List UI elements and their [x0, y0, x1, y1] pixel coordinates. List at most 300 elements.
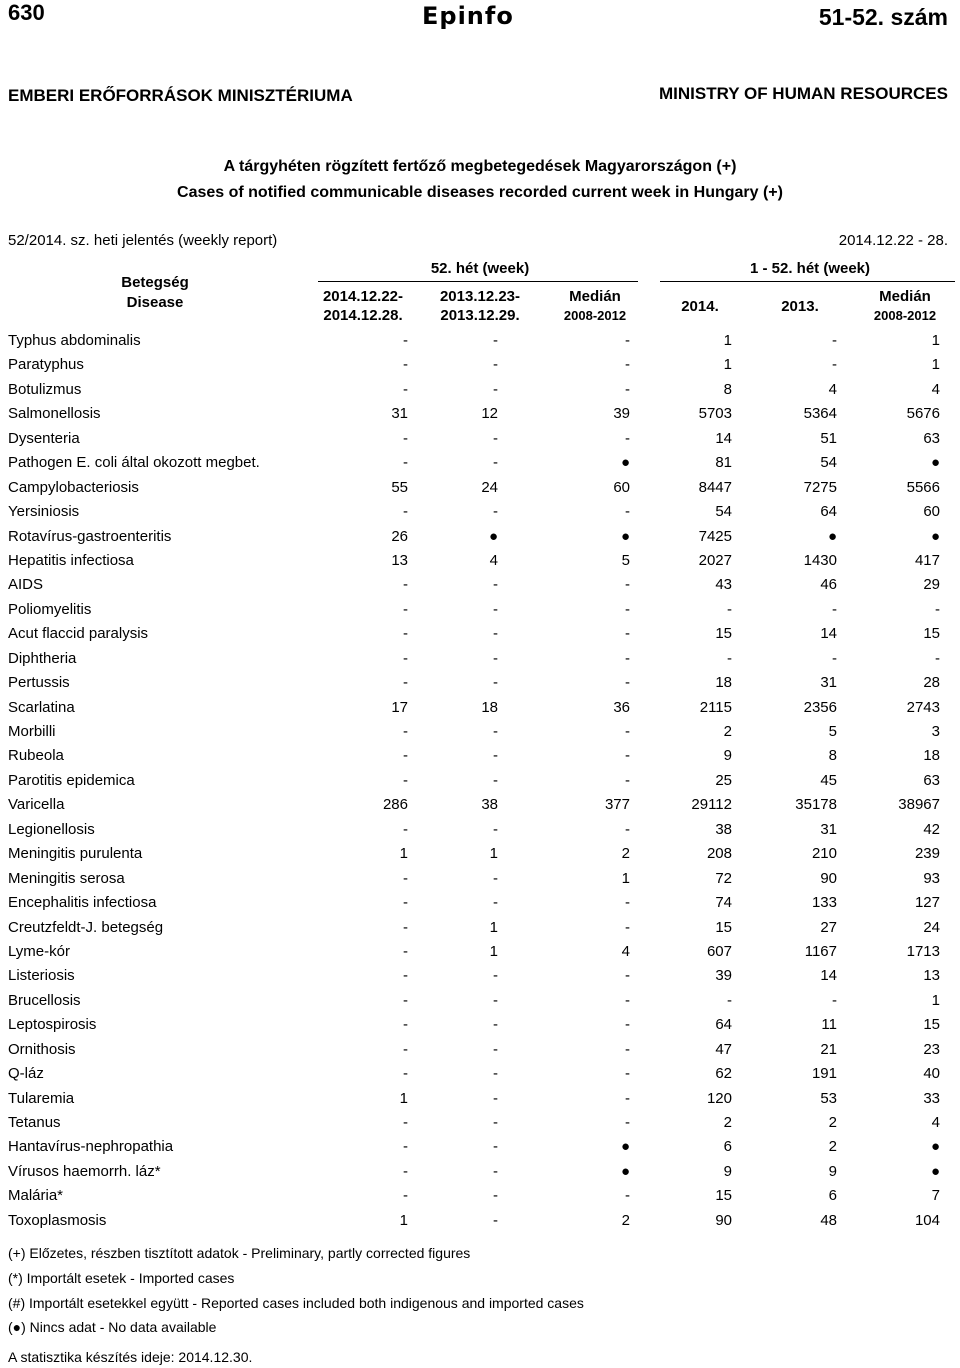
cell-col5: - [832, 991, 837, 1009]
cell-col3: - [625, 503, 630, 521]
table-row [0, 648, 960, 672]
cell-col2: - [493, 429, 498, 447]
disease-name: Rubeola [8, 747, 64, 765]
cell-col5: - [832, 332, 837, 349]
cell-col4: 15 [715, 625, 732, 643]
cell-col2: - [493, 1138, 498, 1156]
table-row [0, 379, 960, 403]
cell-col1: 17 [391, 698, 408, 716]
title-en: Cases of notified communicable diseases recorded current week in Hungary (+) [177, 184, 783, 201]
disease-name: Brucellosis [8, 991, 81, 1009]
table-row [0, 477, 960, 501]
cell-col4: 25 [715, 771, 732, 789]
cell-col3: - [625, 747, 630, 765]
cell-col3: - [625, 723, 630, 740]
cell-col6: 5566 [906, 478, 940, 496]
cell-col2: - [493, 503, 498, 521]
cell-col4: - [727, 991, 732, 1009]
cell-col5: - [832, 600, 837, 618]
cell-col2: - [493, 674, 498, 692]
page-header [0, 0, 960, 40]
cell-col6: - [935, 600, 940, 618]
cell-col5: 5 [828, 723, 837, 740]
cell-col5: 1430 [803, 551, 837, 569]
cell-col1: - [403, 429, 408, 447]
cell-col5: 2 [828, 1138, 837, 1156]
cell-col5: 2 [828, 1114, 837, 1131]
cell-col1: - [403, 771, 408, 789]
table-row [0, 965, 960, 989]
cell-col3: - [625, 820, 630, 838]
table-row [0, 819, 960, 843]
cell-col1: - [403, 1162, 408, 1180]
cell-col3: - [625, 918, 630, 936]
cell-col3: - [625, 771, 630, 789]
table-row [0, 1063, 960, 1087]
cell-col1: - [403, 869, 408, 887]
table-row [0, 1185, 960, 1209]
cell-col2: - [493, 1114, 498, 1131]
cell-col5: 54 [820, 454, 837, 472]
cell-col5: 51 [820, 429, 837, 447]
cell-col6: 239 [914, 845, 940, 863]
cell-col3: - [625, 894, 630, 912]
cell-col3: - [625, 674, 630, 692]
cell-col2: - [493, 625, 498, 643]
cell-col2: 1 [489, 918, 498, 936]
disease-name: Creutzfeldt-J. betegség [8, 918, 164, 936]
cell-col2: - [493, 332, 498, 349]
cell-col5: 5364 [803, 405, 837, 423]
cell-col1: 1 [399, 1089, 408, 1107]
col2-header-line1: 2013.12.23- [439, 288, 521, 305]
cell-col2: - [493, 771, 498, 789]
table-row [0, 599, 960, 623]
disease-name: Toxoplasmosis [8, 1211, 107, 1229]
cell-col6: 5676 [906, 405, 940, 423]
table-row [0, 770, 960, 794]
cell-col2: - [493, 356, 498, 374]
disease-name: Hepatitis infectiosa [8, 551, 134, 569]
disease-name: AIDS [8, 576, 44, 594]
cell-col6: 4 [931, 380, 940, 398]
cell-col2: 18 [481, 698, 498, 716]
disease-name: Meningitis serosa [8, 869, 125, 887]
title-hu: A tárgyhéten rögzített fertőző megbetegedések Magyarországon (+) [223, 158, 737, 175]
cell-col4: 2115 [699, 698, 732, 716]
cell-col1: - [403, 503, 408, 521]
cell-col3: - [625, 1016, 630, 1034]
cell-col4: 15 [715, 1187, 732, 1205]
cell-col2: - [493, 649, 498, 667]
cell-col3: 60 [613, 478, 630, 496]
disease-table-body [0, 330, 960, 1234]
cell-col4: 18 [715, 674, 732, 692]
cell-col2: - [493, 894, 498, 912]
cell-col4: 8447 [698, 478, 732, 496]
cell-col5: 4 [828, 380, 837, 398]
cell-col5: 2356 [803, 698, 837, 716]
cell-col4: 8 [723, 380, 732, 398]
cell-col3: - [625, 429, 630, 447]
cell-col6: ● [930, 454, 940, 472]
cell-col6: 23 [923, 1040, 940, 1058]
cell-col6: 63 [923, 429, 940, 447]
ministry-hu: EMBERI ERŐFORRÁSOK MINISZTÉRIUMA [8, 86, 353, 105]
cell-col5: 210 [811, 845, 837, 863]
disease-name: Salmonellosis [8, 405, 101, 423]
cell-col5: 1167 [804, 942, 837, 960]
cell-col3: - [625, 356, 630, 374]
cell-col4: 43 [715, 576, 732, 594]
cell-col2: - [493, 869, 498, 887]
cell-col1: - [403, 332, 408, 349]
cell-col2: 24 [481, 478, 498, 496]
cell-col1: 55 [391, 478, 408, 496]
cell-col6: 3 [931, 723, 940, 740]
cell-col6: 15 [923, 625, 940, 643]
cell-col5: 48 [820, 1211, 837, 1229]
issue-number: 51-52. szám [818, 4, 948, 30]
cell-col2: - [493, 723, 498, 740]
cell-col1: 1 [399, 1211, 408, 1229]
cell-col1: - [403, 380, 408, 398]
disease-name: Vírusos haemorrh. láz* [8, 1162, 161, 1180]
table-row [0, 354, 960, 378]
cell-col1: 31 [391, 405, 408, 423]
cell-col1: - [403, 918, 408, 936]
cell-col6: ● [930, 1162, 940, 1180]
table-row [0, 1112, 960, 1136]
cell-col6: 1 [931, 332, 940, 349]
disease-name: Tetanus [8, 1114, 61, 1131]
cell-col1: 286 [382, 796, 408, 814]
disease-name: Typhus abdominalis [8, 332, 141, 349]
disease-header-hu: Betegség [121, 274, 189, 291]
cell-col1: - [403, 1065, 408, 1083]
col6-header-line2: 2008-2012 [873, 308, 937, 323]
cell-col4: 5703 [698, 405, 732, 423]
cell-col3: ● [620, 527, 630, 545]
table-row [0, 574, 960, 598]
cell-col4: 72 [715, 869, 732, 887]
col3-header-line2: 2008-2012 [563, 308, 627, 323]
cell-col2: 38 [481, 796, 498, 814]
table-row [0, 794, 960, 818]
disease-name: Paratyphus [8, 356, 84, 374]
cell-col5: 31 [820, 674, 837, 692]
table-row [0, 526, 960, 550]
cell-col5: 21 [820, 1040, 837, 1058]
col1-header-line1: 2014.12.22- [322, 288, 404, 305]
disease-name: Poliomyelitis [8, 600, 92, 618]
disease-name: Pathogen E. coli által okozott megbet. [8, 454, 260, 472]
cell-col3: - [625, 380, 630, 398]
cell-col2: 1 [489, 942, 498, 960]
cell-col6: 13 [923, 967, 940, 985]
cell-col2: - [493, 1016, 498, 1034]
cell-col2: - [493, 1187, 498, 1205]
cell-col6: 104 [914, 1211, 940, 1229]
group-header-cumulative: 1 - 52. hét (week) [749, 260, 871, 277]
table-row [0, 550, 960, 574]
cell-col5: 14 [820, 625, 837, 643]
cell-col6: 60 [923, 503, 940, 521]
cell-col5: - [832, 356, 837, 374]
cell-col3: 39 [613, 405, 630, 423]
cell-col2: ● [488, 527, 498, 545]
cell-col4: 2 [723, 1114, 732, 1131]
cell-col4: 54 [715, 503, 732, 521]
cell-col5: 6 [828, 1187, 837, 1205]
cell-col4: 2 [723, 723, 732, 740]
cell-col5: 27 [820, 918, 837, 936]
table-row [0, 1210, 960, 1234]
cell-col6: 63 [923, 771, 940, 789]
disease-name: Encephalitis infectiosa [8, 894, 157, 912]
cell-col3: - [625, 991, 630, 1009]
col2-header-line2: 2013.12.29. [440, 307, 520, 324]
cell-col6: 42 [923, 820, 940, 838]
cell-col6: ● [930, 1138, 940, 1156]
cell-col3: - [625, 1114, 630, 1131]
cell-col1: 1 [399, 845, 408, 863]
cell-col1: - [403, 600, 408, 618]
table-row [0, 1161, 960, 1185]
cell-col1: - [403, 1040, 408, 1058]
cell-col4: 7425 [698, 527, 732, 545]
cell-col5: - [832, 649, 837, 667]
cell-col5: 14 [820, 967, 837, 985]
cell-col3: 5 [621, 551, 630, 569]
disease-name: Malária* [8, 1187, 64, 1205]
disease-name: Parotitis epidemica [8, 771, 135, 789]
cell-col2: - [493, 600, 498, 618]
cell-col3: - [625, 332, 630, 349]
disease-name: Morbilli [8, 723, 56, 740]
cell-col5: ● [827, 527, 837, 545]
page-number: 630 [8, 0, 45, 25]
cell-col6: 18 [923, 747, 940, 765]
ministry-en: MINISTRY OF HUMAN RESOURCES [658, 84, 948, 103]
table-row [0, 697, 960, 721]
cell-col6: 1 [931, 356, 940, 374]
cell-col4: - [727, 600, 732, 618]
cell-col3: ● [620, 454, 630, 472]
cell-col4: 208 [706, 845, 732, 863]
cell-col6: 93 [923, 869, 940, 887]
table-row [0, 428, 960, 452]
cell-col1: - [403, 1138, 408, 1156]
cell-col4: 6 [723, 1138, 732, 1156]
cell-col3: - [625, 1089, 630, 1107]
group-header-week: 52. hét (week) [430, 260, 530, 277]
col4-header: 2014. [681, 298, 719, 315]
disease-name: Varicella [8, 796, 65, 814]
cell-col3: - [625, 1040, 630, 1058]
table-row [0, 403, 960, 427]
table-row [0, 623, 960, 647]
disease-name: Botulizmus [8, 380, 82, 398]
table-row [0, 745, 960, 769]
table-row [0, 1039, 960, 1063]
cell-col1: - [403, 967, 408, 985]
table-row [0, 1014, 960, 1038]
disease-name: Dysenteria [8, 429, 80, 447]
cell-col6: 33 [923, 1089, 940, 1107]
statistics-date: A statisztika készítés ideje: 2014.12.30. [8, 1349, 253, 1365]
table-row [0, 1088, 960, 1112]
cell-col3: - [625, 1065, 630, 1083]
cell-col2: 4 [489, 551, 498, 569]
cell-col1: - [403, 454, 408, 472]
cell-col5: 8 [828, 747, 837, 765]
cell-col5: 7275 [803, 478, 837, 496]
cell-col4: 1 [723, 332, 732, 349]
cell-col4: 47 [715, 1040, 732, 1058]
cell-col1: - [403, 894, 408, 912]
disease-name: Yersiniosis [8, 503, 80, 521]
disease-name: Listeriosis [8, 967, 75, 985]
cell-col2: - [493, 967, 498, 985]
footnote-preliminary: (+) Előzetes, részben tisztított adatok - Preliminary, partly corrected figures [8, 1245, 471, 1261]
cell-col5: 45 [820, 771, 837, 789]
cell-col5: 11 [821, 1016, 837, 1034]
cell-col1: 26 [391, 527, 408, 545]
cell-col6: 40 [923, 1065, 940, 1083]
col6-header-line1: Medián [879, 288, 931, 305]
cell-col4: 39 [715, 967, 732, 985]
cell-col4: 90 [715, 1211, 732, 1229]
cell-col1: - [403, 576, 408, 594]
cell-col6: 7 [931, 1187, 940, 1205]
cell-col6: 29 [923, 576, 940, 594]
cell-col5: 9 [828, 1162, 837, 1180]
cell-col1: - [403, 747, 408, 765]
cell-col2: - [493, 454, 498, 472]
cell-col2: - [493, 380, 498, 398]
cell-col6: 1 [931, 991, 940, 1009]
cell-col4: 14 [715, 429, 732, 447]
cell-col6: 38967 [898, 796, 940, 814]
cell-col6: - [935, 649, 940, 667]
cell-col2: - [493, 1040, 498, 1058]
cell-col6: 2743 [906, 698, 940, 716]
disease-header-en: Disease [126, 294, 184, 311]
cell-col5: 133 [811, 894, 837, 912]
disease-name: Pertussis [8, 674, 70, 692]
cell-col2: - [493, 747, 498, 765]
disease-name: Rotavírus-gastroenteritis [8, 527, 172, 545]
footnote-included: (#) Importált esetekkel együtt - Reported cases included both indigenous and imported cases [8, 1295, 584, 1311]
cell-col3: 36 [613, 698, 630, 716]
cell-col5: 90 [820, 869, 837, 887]
cell-col1: - [403, 1016, 408, 1034]
cell-col1: - [403, 942, 408, 960]
epinfo-logo: Epinfo [422, 2, 514, 30]
cell-col4: - [727, 649, 732, 667]
cell-col6: 4 [931, 1114, 940, 1131]
table-row [0, 672, 960, 696]
table-row [0, 501, 960, 525]
col1-header-line2: 2014.12.28. [323, 307, 403, 324]
cell-col2: - [493, 1089, 498, 1107]
cell-col5: 191 [811, 1065, 837, 1083]
cell-col2: - [493, 1065, 498, 1083]
cell-col6: ● [930, 527, 940, 545]
cell-col4: 9 [723, 747, 732, 765]
table-row [0, 843, 960, 867]
cell-col3: - [625, 1187, 630, 1205]
cell-col3: 1 [621, 869, 630, 887]
report-date-range: 2014.12.22 - 28. [838, 232, 948, 249]
cell-col3: 377 [604, 796, 630, 814]
cell-col4: 64 [715, 1016, 732, 1034]
disease-name: Q-láz [8, 1065, 44, 1083]
col3-header-line1: Medián [569, 288, 621, 305]
cell-col2: - [493, 1162, 498, 1180]
cell-col5: 35178 [795, 796, 837, 814]
cell-col4: 81 [715, 454, 732, 472]
col5-header: 2013. [781, 298, 819, 315]
disease-name: Leptospirosis [8, 1016, 97, 1034]
cell-col1: - [403, 356, 408, 374]
cell-col1: - [403, 674, 408, 692]
disease-name: Scarlatina [8, 698, 75, 716]
cell-col3: - [625, 649, 630, 667]
table-row [0, 330, 960, 354]
cell-col1: - [403, 723, 408, 740]
cell-col5: 46 [820, 576, 837, 594]
disease-name: Tularemia [8, 1089, 75, 1107]
cell-col4: 38 [715, 820, 732, 838]
cell-col3: 2 [621, 1211, 630, 1229]
group-divider-week [318, 281, 638, 282]
cell-col6: 127 [914, 894, 940, 912]
cell-col5: 64 [820, 503, 837, 521]
cell-col4: 9 [723, 1162, 732, 1180]
cell-col4: 607 [706, 942, 732, 960]
cell-col2: 12 [481, 405, 498, 423]
cell-col1: - [403, 1114, 408, 1131]
cell-col4: 15 [715, 918, 732, 936]
cell-col3: - [625, 576, 630, 594]
table-row [0, 990, 960, 1014]
cell-col4: 1 [723, 356, 732, 374]
cell-col4: 62 [715, 1065, 732, 1083]
cell-col3: ● [620, 1162, 630, 1180]
table-row [0, 941, 960, 965]
cell-col1: - [403, 649, 408, 667]
cell-col5: 53 [820, 1089, 837, 1107]
cell-col1: - [403, 820, 408, 838]
cell-col3: 4 [621, 942, 630, 960]
cell-col5: 31 [820, 820, 837, 838]
cell-col4: 120 [706, 1089, 732, 1107]
footnote-no-data: (●) Nincs adat - No data available [8, 1319, 217, 1335]
disease-name: Acut flaccid paralysis [8, 625, 149, 643]
disease-name: Ornithosis [8, 1040, 76, 1058]
cell-col3: - [625, 967, 630, 985]
cell-col6: 28 [923, 674, 940, 692]
disease-name: Campylobacteriosis [8, 478, 139, 496]
table-row [0, 892, 960, 916]
table-row [0, 452, 960, 476]
cell-col6: 1713 [906, 942, 940, 960]
disease-name: Lyme-kór [8, 942, 70, 960]
report-label: 52/2014. sz. heti jelentés (weekly report) [8, 232, 278, 249]
cell-col3: 2 [621, 845, 630, 863]
